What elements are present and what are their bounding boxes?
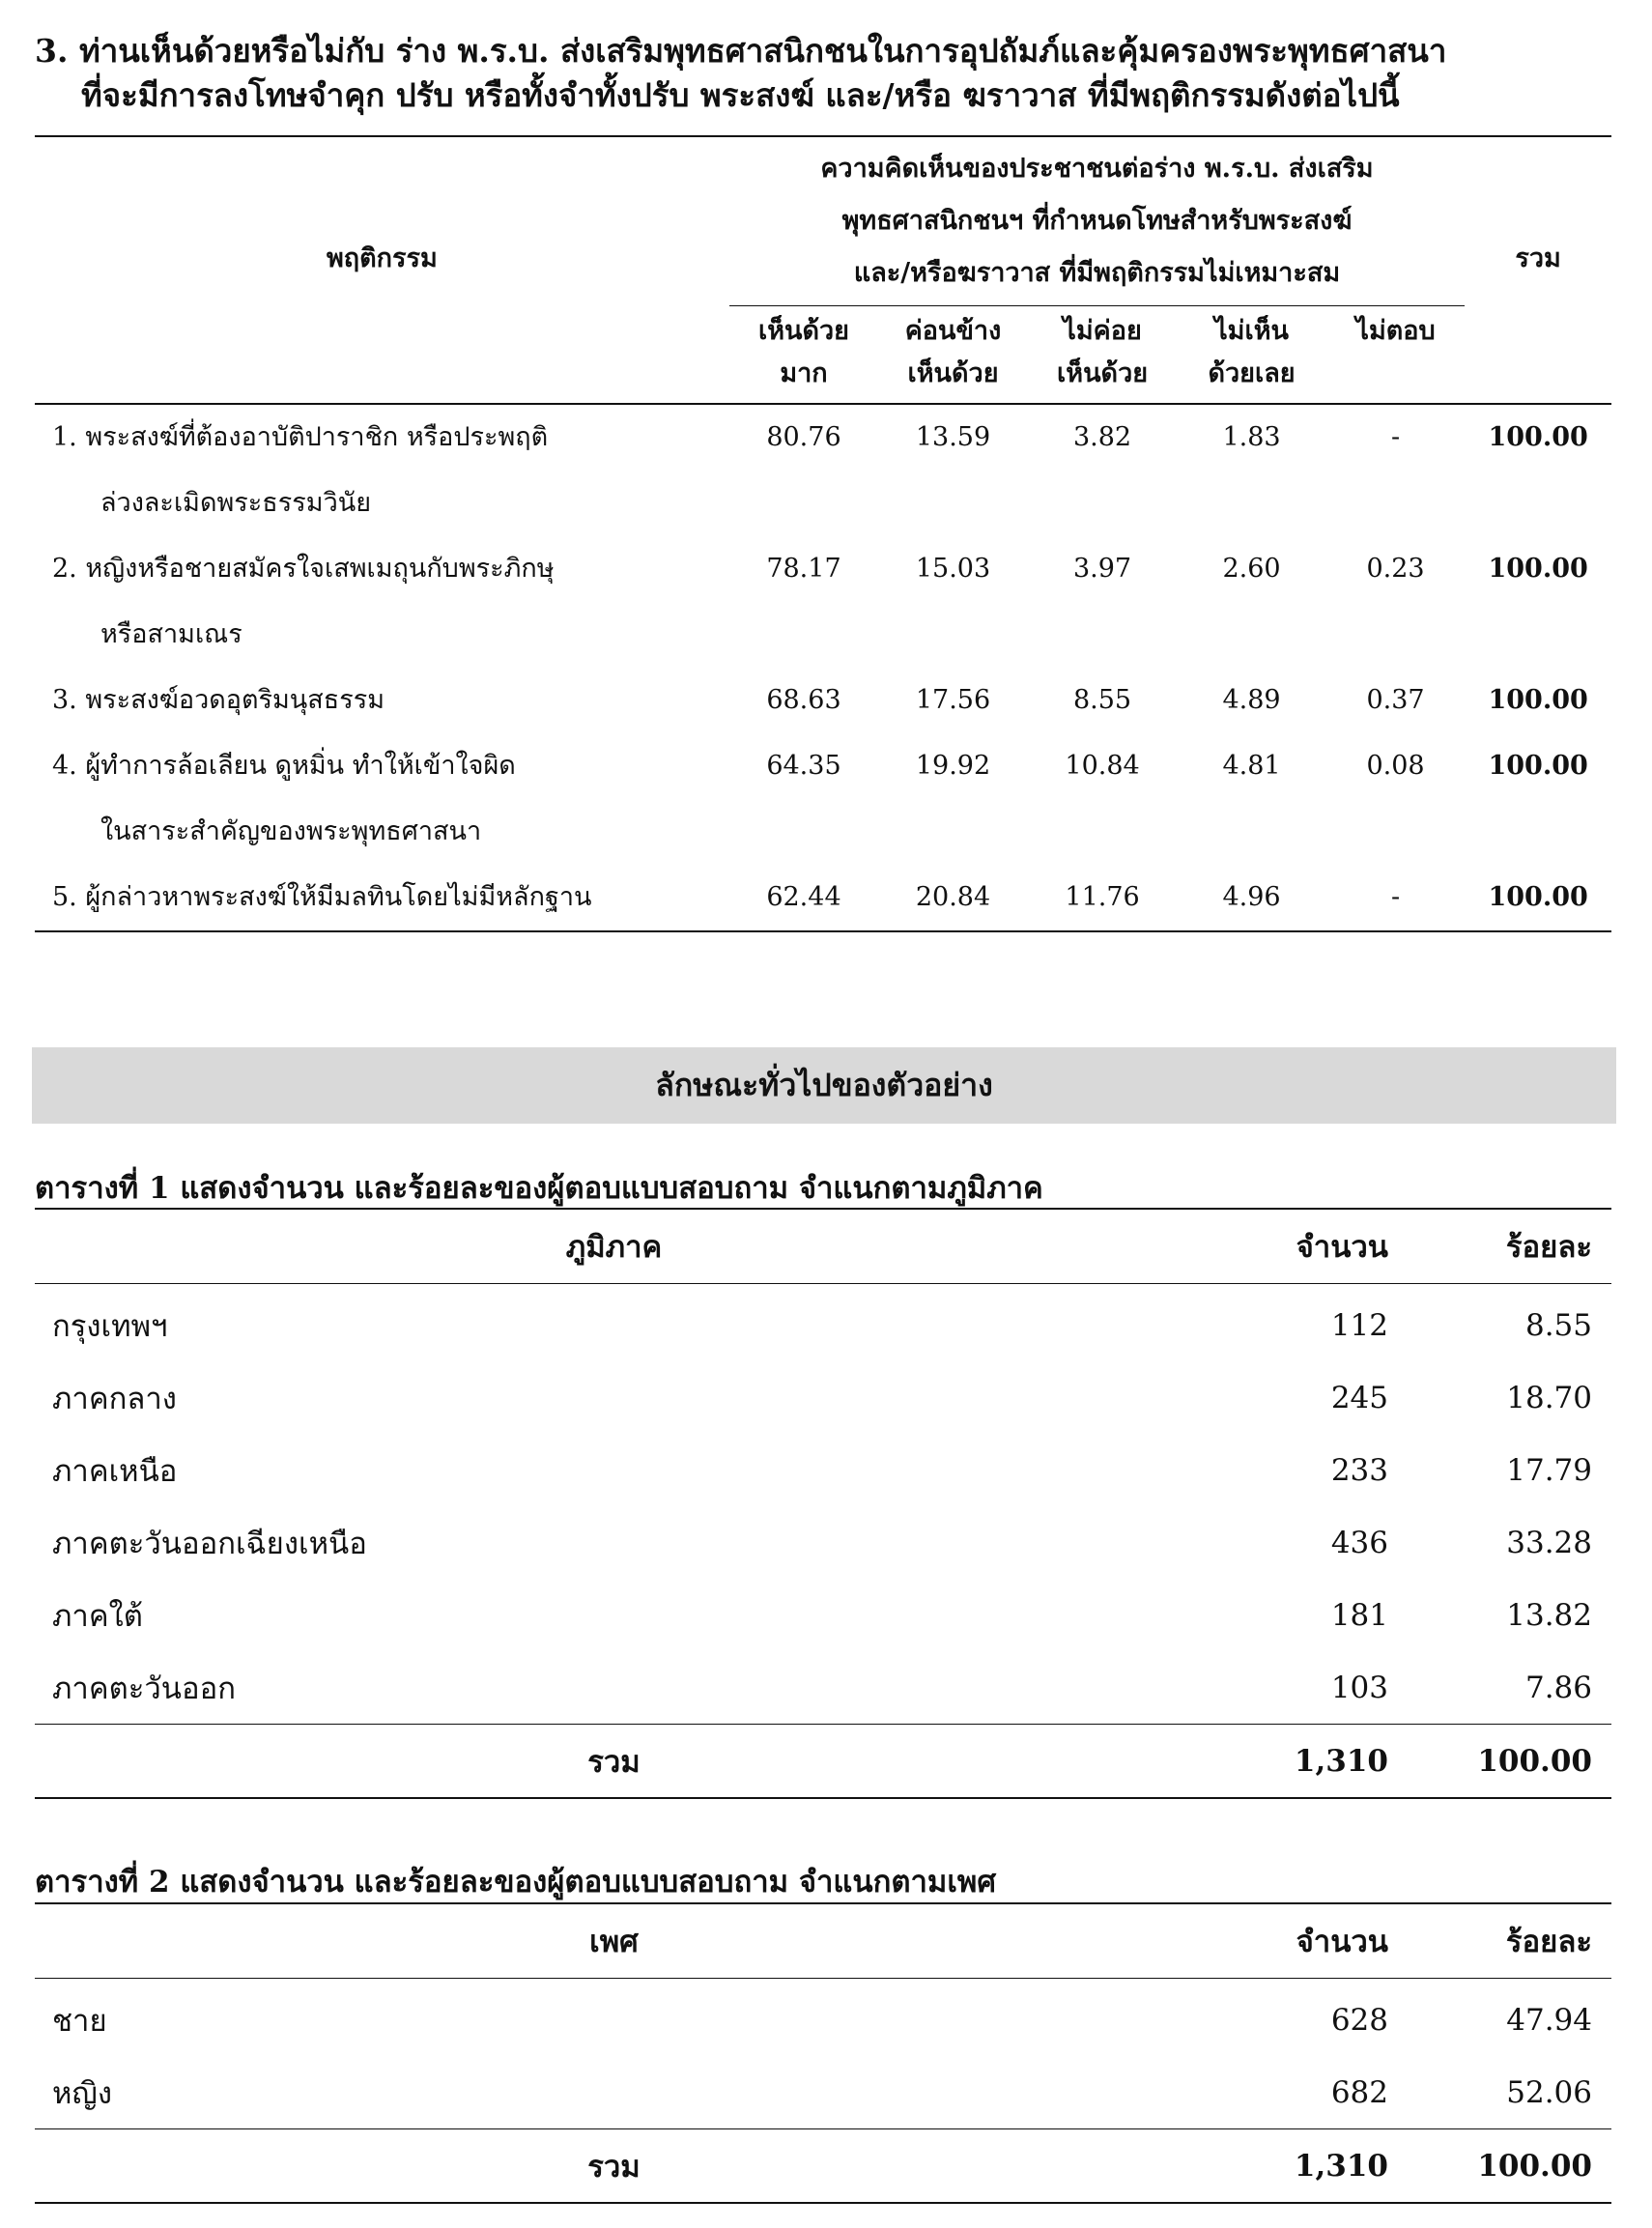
value-cell: 0.23 [1366, 554, 1425, 584]
value-cell: 19.92 [915, 751, 991, 781]
column-header-region: ภูมิภาค [35, 1209, 1194, 1284]
question-title [35, 29, 1619, 118]
region-name: ภาคตะวันออกเฉียงเหนือ [52, 1526, 367, 1561]
table-2-caption: ตารางที่ 2 แสดงจำนวน และร้อยละของผู้ตอบแบบสอบถาม จำแนกตามเพศ [35, 1865, 997, 1900]
table-row [35, 1579, 1611, 1651]
column-group-header [729, 136, 1466, 306]
value-cell: 4.89 [1222, 685, 1281, 715]
value-cell: - [1326, 865, 1466, 931]
region-percent: 13.82 [1506, 1597, 1592, 1633]
column-header-total: รวม [1465, 136, 1611, 404]
value-cell: 68.63 [766, 685, 841, 715]
opinion-table [35, 135, 1611, 932]
value-cell: - [1390, 422, 1401, 452]
total-percent: 100.00 [1408, 1725, 1611, 1799]
value-cell: 8.55 [1072, 685, 1132, 715]
total-cell: 100.00 [1488, 685, 1588, 715]
total-label: รวม [35, 1725, 1194, 1799]
table-row [35, 1361, 1611, 1434]
table-row [35, 668, 1611, 733]
section-heading: ลักษณะทั่วไปของตัวอย่าง [32, 1047, 1616, 1124]
region-count: 181 [1330, 1597, 1388, 1633]
column-header-strongly-disagree: ไม่เห็น ด้วยเลย [1208, 316, 1296, 388]
region-count: 233 [1330, 1452, 1388, 1488]
value-cell: 64.35 [766, 751, 841, 781]
behavior-label: 3. พระสงฆ์อวดอุตริมนุสธรรม [52, 685, 385, 715]
value-cell: 2.60 [1222, 554, 1281, 584]
behavior-label: 5. ผู้กล่าวหาพระสงฆ์ให้มีมลทินโดยไม่มีหลักฐาน [35, 865, 729, 931]
table-row [35, 1651, 1611, 1725]
table-row [35, 865, 1611, 931]
column-header-behavior: พฤติกรรม [35, 136, 729, 404]
region-percent: 8.55 [1524, 1307, 1592, 1343]
column-header-percent: ร้อยละ [1408, 1209, 1611, 1284]
value-cell: 11.76 [1028, 865, 1178, 931]
column-header-somewhat-agree: ค่อนข้าง เห็นด้วย [904, 316, 1002, 388]
table-row [35, 1434, 1611, 1506]
behavior-label: 2. หญิงหรือชายสมัครใจเสพเมถุนกับพระภิกษุ หรือสามเณร [52, 554, 555, 649]
total-row [35, 1725, 1611, 1799]
value-cell: 13.59 [915, 422, 991, 452]
region-percent: 17.79 [1506, 1452, 1592, 1488]
group-header-line-1: ความคิดเห็นของประชาชนต่อร่าง พ.ร.บ. ส่งเสริม [820, 154, 1374, 184]
column-header-gender: เพศ [35, 1903, 1194, 1979]
region-name: ภาคกลาง [52, 1381, 177, 1416]
value-cell: 17.56 [915, 685, 991, 715]
region-count: 103 [1330, 1670, 1388, 1705]
total-count: 1,310 [1194, 2129, 1408, 2204]
region-percent: 18.70 [1506, 1380, 1592, 1415]
column-header-count: จำนวน [1194, 1209, 1408, 1284]
column-header-count: จำนวน [1194, 1903, 1408, 1979]
table-row [35, 1284, 1611, 1362]
table-row [35, 1506, 1611, 1579]
question-line-2: ที่จะมีการลงโทษจำคุก ปรับ หรือทั้งจำทั้งปรับ พระสงฆ์ และ/หรือ ฆราวาส ที่มีพฤติกรรมดังต่อไปนี้ [81, 76, 1400, 114]
value-cell: 15.03 [915, 554, 991, 584]
table-row [35, 536, 1611, 668]
table-1-caption: ตารางที่ 1 แสดงจำนวน และร้อยละของผู้ตอบแบบสอบถาม จำแนกตามภูมิภาค [35, 1171, 1043, 1206]
total-cell: 100.00 [1488, 554, 1588, 584]
column-header-strongly-agree: เห็นด้วย มาก [757, 316, 849, 388]
region-table [35, 1208, 1611, 1799]
value-cell: 0.37 [1366, 685, 1425, 715]
gender-count: 682 [1330, 2074, 1388, 2110]
value-cell: 3.82 [1072, 422, 1132, 452]
region-percent: 33.28 [1506, 1525, 1592, 1560]
gender-table [35, 1902, 1611, 2204]
value-cell: 4.81 [1222, 751, 1281, 781]
column-header-percent: ร้อยละ [1408, 1903, 1611, 1979]
table-row [35, 733, 1611, 865]
behavior-label: 4. ผู้ทำการล้อเลียน ดูหมิ่น ทำให้เข้าใจผิด ในสาระสำคัญของพระพุทธศาสนา [52, 751, 516, 846]
total-label: รวม [35, 2129, 1194, 2204]
value-cell: 1.83 [1222, 422, 1281, 452]
total-cell: 100.00 [1488, 422, 1588, 452]
value-cell: 62.44 [729, 865, 879, 931]
region-count: 245 [1330, 1380, 1388, 1415]
value-cell: 20.84 [878, 865, 1028, 931]
total-row [35, 2129, 1611, 2204]
region-name: กรุงเทพฯ [52, 1308, 168, 1344]
region-count: 112 [1330, 1307, 1388, 1343]
region-count: 436 [1330, 1525, 1388, 1560]
total-percent: 100.00 [1408, 2129, 1611, 2204]
region-name: ภาคตะวันออก [52, 1671, 236, 1706]
region-name: ภาคใต้ [52, 1598, 143, 1634]
region-percent: 7.86 [1524, 1670, 1592, 1705]
table-row [35, 2056, 1611, 2129]
gender-percent: 52.06 [1506, 2074, 1592, 2110]
gender-percent: 47.94 [1506, 2002, 1592, 2038]
region-name: ภาคเหนือ [52, 1453, 178, 1489]
gender-name: หญิง [52, 2075, 112, 2111]
gender-count: 628 [1330, 2002, 1388, 2038]
column-header-somewhat-disagree: ไม่ค่อย เห็นด้วย [1057, 316, 1149, 388]
total-count: 1,310 [1194, 1725, 1408, 1799]
gender-name: ชาย [52, 2003, 107, 2039]
value-cell: 3.97 [1072, 554, 1132, 584]
value-cell: 0.08 [1366, 751, 1425, 781]
total-cell: 100.00 [1465, 865, 1611, 931]
value-cell: 10.84 [1065, 751, 1140, 781]
value-cell: 80.76 [766, 422, 841, 452]
value-cell: 4.96 [1177, 865, 1325, 931]
group-header-line-2: พุทธศาสนิกชนฯ ที่กำหนดโทษสำหรับพระสงฆ์ [841, 206, 1353, 236]
table-row [35, 1979, 1611, 2057]
column-header-no-answer: ไม่ตอบ [1355, 316, 1436, 346]
question-line-1: 3. ท่านเห็นด้วยหรือไม่กับ ร่าง พ.ร.บ. ส่งเสริมพุทธศาสนิกชนในการอุปถัมภ์และคุ้มครองพระพุทธศาสนา [35, 32, 1447, 70]
value-cell: 78.17 [766, 554, 841, 584]
behavior-label: 1. พระสงฆ์ที่ต้องอาบัติปาราชิก หรือประพฤติ ล่วงละเมิดพระธรรมวินัย [52, 422, 549, 518]
group-header-line-3: และ/หรือฆราวาส ที่มีพฤติกรรมไม่เหมาะสม [853, 258, 1341, 288]
total-cell: 100.00 [1488, 751, 1588, 781]
table-row [35, 405, 1611, 536]
